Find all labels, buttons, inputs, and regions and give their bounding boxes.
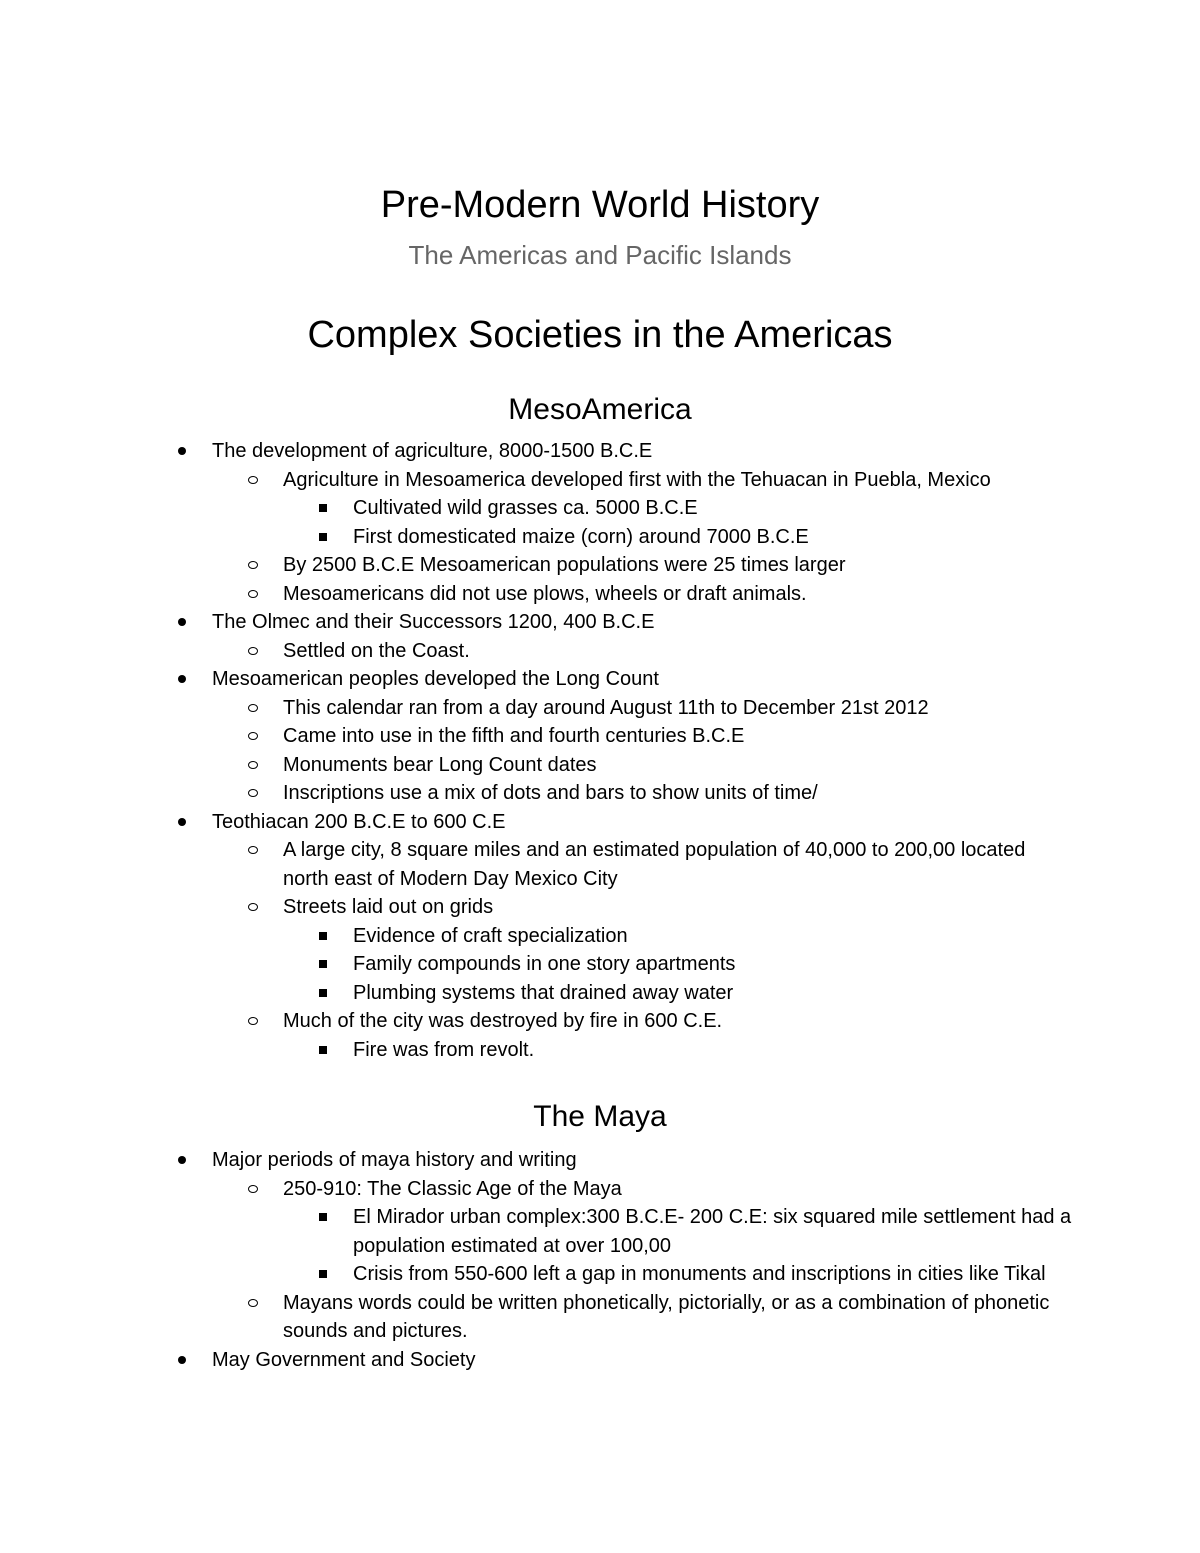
list-item-text: El Mirador urban complex:300 B.C.E- 200 C.E: six squared mile settlement had a population estimated at over 100,00 — [353, 1206, 1072, 1257]
bullet-dot-icon — [174, 808, 190, 837]
main-heading: Complex Societies in the Americas — [307, 314, 893, 356]
list-item-text: By 2500 B.C.E Mesoamerican populations were 25 times larger — [283, 554, 846, 576]
bullet-circle-icon — [245, 694, 261, 723]
list-item-text: Much of the city was destroyed by fire in 600 C.E. — [283, 1010, 723, 1032]
bullet-circle-icon — [245, 1007, 261, 1036]
list-item — [0, 722, 1200, 751]
bullet-circle-icon — [245, 580, 261, 609]
list-item — [0, 1203, 1200, 1260]
bullet-dot-icon — [174, 665, 190, 694]
list-item-text: Major periods of maya history and writing — [212, 1149, 577, 1171]
list-item-text: Plumbing systems that drained away water — [353, 981, 734, 1004]
list-item — [0, 694, 1200, 723]
bullet-square-icon — [315, 1203, 331, 1232]
list-item — [0, 1289, 1200, 1346]
bullet-square-icon — [315, 523, 331, 552]
bullet-circle-icon — [245, 751, 261, 780]
list-item — [0, 950, 1200, 979]
bullet-square-icon — [315, 922, 331, 951]
list-item-text: Crisis from 550-600 left a gap in monuments and inscriptions in cities like Tikal — [353, 1263, 1046, 1285]
bullet-dot-icon — [174, 608, 190, 637]
list-item-text: Cultivated wild grasses ca. 5000 B.C.E — [353, 497, 698, 519]
list-item — [0, 1036, 1200, 1065]
list-item — [0, 1007, 1200, 1036]
list-item — [0, 494, 1200, 523]
bullet-circle-icon — [245, 1289, 261, 1318]
bullet-circle-icon — [245, 836, 261, 865]
list-item — [0, 1175, 1200, 1204]
list-item — [0, 808, 1200, 837]
list-item-text: Monuments bear Long Count dates — [283, 753, 597, 776]
list-item — [0, 779, 1200, 808]
list-item-text: Fire was from revolt. — [353, 1038, 535, 1061]
bullet-dot-icon — [174, 437, 190, 466]
list-item-text: Teothiacan 200 B.C.E to 600 C.E — [212, 810, 506, 833]
list-item — [0, 665, 1200, 694]
list-item-text: First domesticated maize (corn) around 7000 B.C.E — [353, 525, 809, 548]
document-subtitle: The Americas and Pacific Islands — [408, 240, 792, 270]
list-item-text: Mayans words could be written phonetically, pictorially, or as a combination of phonetic sounds and pictures. — [283, 1291, 1050, 1342]
list-item — [0, 580, 1200, 609]
list-item — [0, 523, 1200, 552]
list-item-text: The Olmec and their Successors 1200, 400 B.C.E — [212, 611, 655, 633]
list-item-text: Inscriptions use a mix of dots and bars to show units of time/ — [283, 782, 818, 804]
document-title: Pre-Modern World History — [380, 184, 820, 226]
section-heading-mesoamerica: MesoAmerica — [508, 393, 692, 426]
maya-list — [0, 1146, 1200, 1374]
bullet-square-icon — [315, 1036, 331, 1065]
bullet-square-icon — [315, 1260, 331, 1289]
section-heading-maya: The Maya — [533, 1100, 667, 1133]
list-item — [0, 979, 1200, 1008]
bullet-circle-icon — [245, 637, 261, 666]
list-item-text: A large city, 8 square miles and an estimated population of 40,000 to 200,00 located north east of Modern Day Mexico City — [283, 839, 1026, 890]
list-item-text: Streets laid out on grids — [283, 896, 494, 918]
bullet-square-icon — [315, 979, 331, 1008]
list-item-text: This calendar ran from a day around August 11th to December 21st 2012 — [283, 696, 929, 719]
list-item — [0, 836, 1200, 893]
bullet-circle-icon — [245, 551, 261, 580]
list-item — [0, 637, 1200, 666]
bullet-circle-icon — [245, 1175, 261, 1204]
bullet-circle-icon — [245, 466, 261, 495]
bullet-dot-icon — [174, 1146, 190, 1175]
bullet-circle-icon — [245, 893, 261, 922]
list-item — [0, 1146, 1200, 1175]
bullet-circle-icon — [245, 779, 261, 808]
list-item-text: May Government and Society — [212, 1348, 476, 1371]
list-item-text: Came into use in the fifth and fourth centuries B.C.E — [283, 725, 745, 747]
list-item — [0, 608, 1200, 637]
list-item-text: Mesoamerican peoples developed the Long Count — [212, 668, 659, 690]
list-item-text: Evidence of craft specialization — [353, 924, 628, 947]
list-item — [0, 551, 1200, 580]
mesoamerica-list — [0, 437, 1200, 1064]
list-item — [0, 893, 1200, 922]
list-item — [0, 1260, 1200, 1289]
list-item — [0, 466, 1200, 495]
list-item — [0, 1346, 1200, 1375]
list-item-text: The development of agriculture, 8000-1500 B.C.E — [212, 440, 653, 462]
list-item-text: Agriculture in Mesoamerica developed first with the Tehuacan in Puebla, Mexico — [283, 468, 991, 491]
bullet-dot-icon — [174, 1346, 190, 1375]
list-item — [0, 437, 1200, 466]
list-item-text: Family compounds in one story apartments — [353, 953, 736, 975]
bullet-circle-icon — [245, 722, 261, 751]
bullet-square-icon — [315, 950, 331, 979]
list-item — [0, 751, 1200, 780]
list-item-text: Settled on the Coast. — [283, 639, 470, 662]
list-item — [0, 922, 1200, 951]
bullet-square-icon — [315, 494, 331, 523]
list-item-text: 250-910: The Classic Age of the Maya — [283, 1177, 622, 1200]
list-item-text: Mesoamericans did not use plows, wheels or draft animals. — [283, 582, 807, 605]
